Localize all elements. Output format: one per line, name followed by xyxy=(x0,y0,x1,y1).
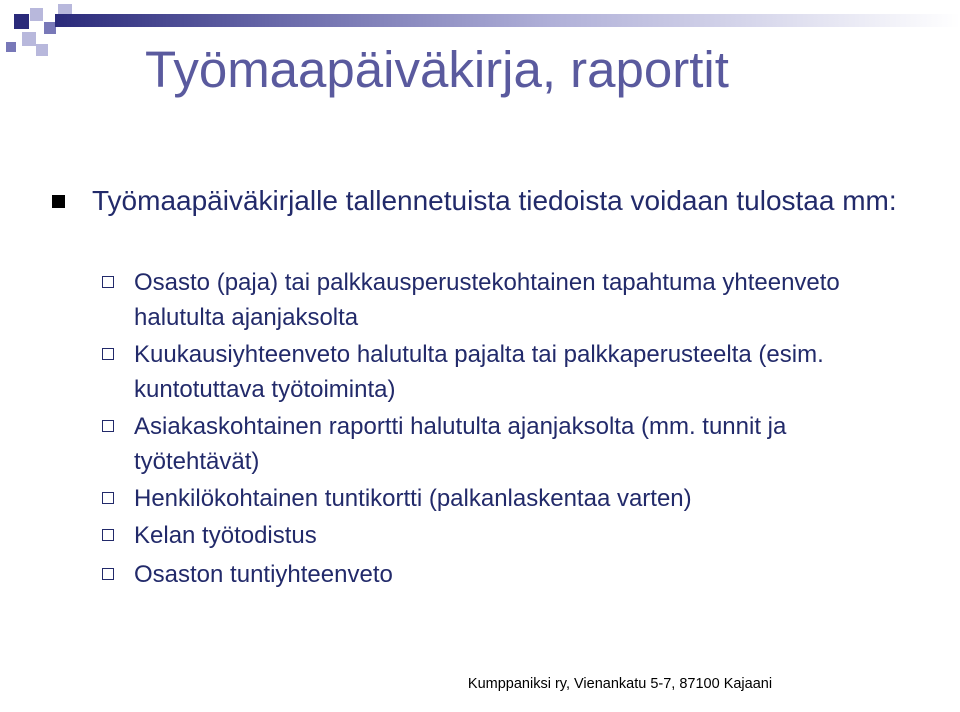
deco-square xyxy=(30,8,43,21)
slide-title: Työmaapäiväkirja, raportit xyxy=(145,41,729,98)
deco-square xyxy=(36,44,48,56)
hollow-square-bullet-icon xyxy=(102,420,114,432)
sub-bullet xyxy=(134,265,914,335)
hollow-square-bullet-icon xyxy=(102,529,114,541)
sub-bullet xyxy=(134,409,914,479)
hollow-square-bullet-icon xyxy=(102,492,114,504)
sub-bullet-text: Asiakaskohtainen raportti halutulta ajanjaksolta (mm. tunnit ja työtehtävät) xyxy=(134,413,787,475)
sub-bullet xyxy=(134,481,914,516)
hollow-square-bullet-icon xyxy=(102,568,114,580)
deco-square xyxy=(14,14,29,29)
main-bullet xyxy=(92,183,912,218)
deco-square xyxy=(22,32,36,46)
sub-bullet xyxy=(134,518,914,553)
deco-square xyxy=(6,42,16,52)
sub-bullet-text: Henkilökohtainen tuntikortti (palkanlaskentaa varten) xyxy=(134,485,692,512)
sub-bullet-text: Osaston tuntiyhteenveto xyxy=(134,561,393,588)
sub-bullet-text: Osasto (paja) tai palkkausperustekohtainen tapahtuma yhteenveto halutulta ajanjaksolta xyxy=(134,269,840,331)
sub-bullet-text: Kelan työtodistus xyxy=(134,522,317,549)
slide-footer: Kumppaniksi ry, Vienankatu 5-7, 87100 Kajaani xyxy=(467,676,773,692)
hollow-square-bullet-icon xyxy=(102,276,114,288)
sub-bullet-text: Kuukausiyhteenveto halutulta pajalta tai palkkaperusteelta (esim. kuntotuttava työtoiminta) xyxy=(134,341,824,403)
header-bar xyxy=(55,14,960,27)
sub-bullet xyxy=(134,337,914,407)
sub-bullet xyxy=(134,557,914,592)
main-bullet-text: Työmaapäiväkirjalle tallennetuista tiedoista voidaan tulostaa mm: xyxy=(92,185,897,216)
square-bullet-icon xyxy=(52,195,65,208)
hollow-square-bullet-icon xyxy=(102,348,114,360)
